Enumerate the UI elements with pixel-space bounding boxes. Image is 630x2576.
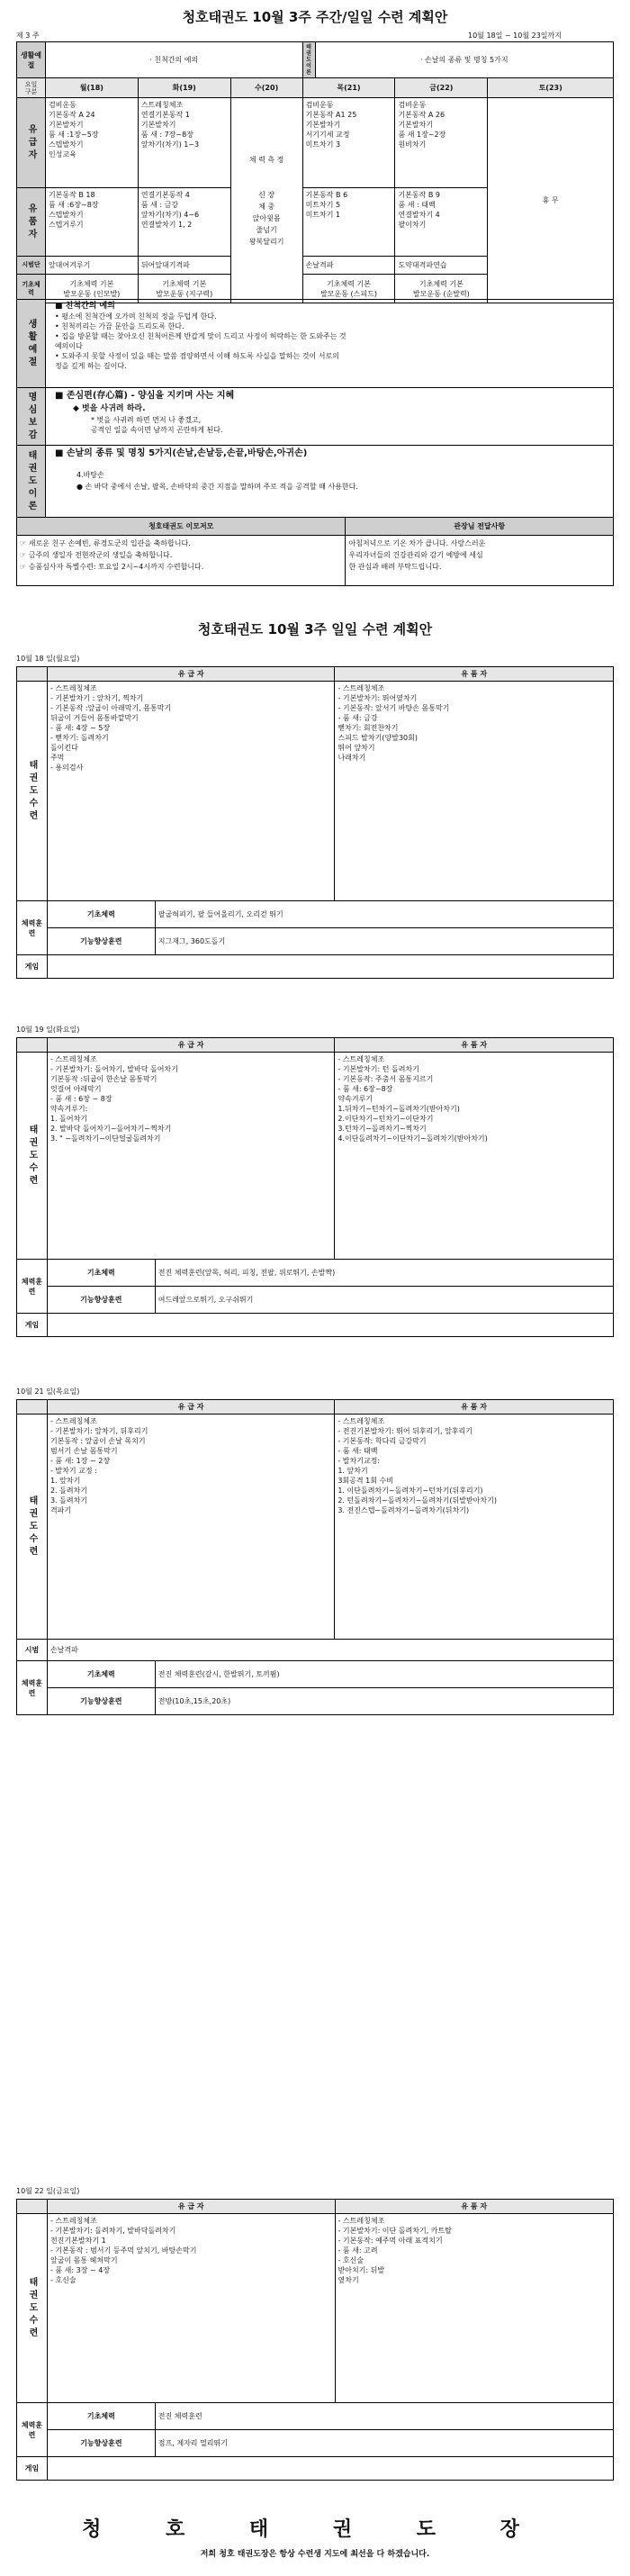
row-label-demo: 시범단 bbox=[17, 257, 46, 275]
day4-right-head: 유 품 자 bbox=[335, 2200, 614, 2214]
detail-label-theory: 태권도이론 bbox=[17, 446, 46, 518]
cell-yugeup-mon: 검비운동 기본동작 A 24 기본발차기 품 새 :1장~5장 스텝발차기 인성교육 bbox=[45, 98, 138, 188]
week-number: 제 3 주 bbox=[16, 32, 40, 40]
day3-right-body: - 스트레칭체조 - 전진기본발차기: 뛰어 뒤후리기, 앞후리기 - 기본동작: 학다리 금강막기 - 품 새: 태백 - 발차기교정: 1. 앞차기 3회공격 1회 수비 1. 이단돌려차기~돌려차기~턴차기(뒤후리기) 2. 턴돌려차기~돌려차기~돌려차기(뒤발받아차기) 3. 전진스텝~돌려차기~돌려차기(뒤차기) bbox=[335, 1415, 614, 1640]
day4-game-label: 게임 bbox=[17, 2457, 48, 2481]
detail-theory: ■ 손날의 종류 및 명칭 5가지(손날,손날등,손끝,바탕손,아귀손) 4.바탕손 ● 손 바닥 중에서 손날, 팔목, 손바닥의 중간 지점을 말하며 주로 적을 공격할 때 사용한다. bbox=[45, 446, 613, 518]
date-range: 10월 18일 ~ 10월 23일까지 bbox=[468, 32, 562, 40]
day2-fit-value-1: 전진 체력훈련(앞목, 허리, 피칭, 전팔, 위로뛰기, 손발짝) bbox=[155, 1260, 613, 1287]
dojang-name: 청 호 태 권 도 장 bbox=[82, 2518, 548, 2541]
day2-fit-name-1: 기초체력 bbox=[47, 1260, 155, 1287]
day-thu: 목(21) bbox=[302, 78, 395, 98]
day2-fitness-label: 체력훈련 bbox=[17, 1260, 48, 1314]
day1-game-label: 게임 bbox=[17, 955, 48, 979]
tkd-theory-label: 태권도이론 bbox=[302, 42, 315, 78]
day2-date: 10월 19 일(화요일) bbox=[16, 1026, 80, 1034]
day3-fitness-label: 체력훈련 bbox=[17, 1661, 48, 1715]
day2-fit-name-2: 기능향상훈련 bbox=[47, 1287, 155, 1314]
day1-left-body: - 스트레칭체조 - 기본발차기 : 앞차기, 찍차기 - 기본동작 :앞굽이 아래막기, 몸통막기 뒤굽이 거들어 몸통바깥막기 - 품 새: 4장 ~ 5장 - 뻗차기: 돌려차기 돌이킨다 주먹 - 용의검사 bbox=[47, 682, 335, 901]
cell-fit-thu: 기초체력 기본 발모운동 (스피드) bbox=[302, 275, 395, 303]
detail-label-maxims: 명심보감 bbox=[17, 388, 46, 446]
cell-sat-closed: 휴 무 bbox=[488, 98, 614, 303]
weekly-table bbox=[16, 41, 614, 303]
day2-left-head: 유 급 자 bbox=[47, 1038, 334, 1053]
cell-yugeup-fri: 검비운동 기본동작 A 26 기본발차기 품 새 1장~2장 원비차기 bbox=[395, 98, 488, 188]
cell-yupum-mon: 기본동작 B 18 품 새 :6장~8장 스텝발차기 스텝거루기 bbox=[45, 188, 138, 257]
day2-table bbox=[16, 1037, 614, 1337]
day1-fit-name-1: 기초체력 bbox=[47, 901, 155, 928]
tkd-theory-value: · 손날의 종류 및 명칭 5가지 bbox=[315, 42, 613, 78]
day1-fit-name-2: 기능향상훈련 bbox=[47, 928, 155, 955]
day2-right-head: 유 품 자 bbox=[335, 1038, 614, 1053]
cell-yugeup-thu: 검비운동 기본동작 A1 25 기본발차기 서기기세 교정 미트차기 3 bbox=[302, 98, 395, 188]
cell-fit-mon: 기초체력 기본 발모운동 (인모발) bbox=[45, 275, 138, 303]
day4-label: 태권도수련 bbox=[17, 2214, 48, 2403]
footer-slogan: 저희 청호 태권도장은 항상 수련생 지도에 최선을 다 하겠습니다. bbox=[200, 2550, 430, 2559]
doc-title: 청호태권도 10월 3주 주간/일일 수련 계획안 bbox=[182, 9, 448, 25]
day3-right-head: 유 품 자 bbox=[335, 1400, 614, 1415]
news-body: ☞ 새로운 친구 손예빈, 류경도군의 입관을 축하합니다. ☞ 금주의 생일자 전현작군의 생일을 축하합니다. ☞ 승품심사자 특별수련: 토요일 2시~4시까지 수련합니다. bbox=[17, 536, 346, 586]
day3-left-head: 유 급 자 bbox=[47, 1400, 334, 1415]
cell-demo-tue: 뒤어앞대기격파 bbox=[138, 257, 230, 275]
day4-fit-value-1: 전진 체력훈련 bbox=[155, 2403, 613, 2430]
day1-fit-value-2: 지그재그, 360도돌기 bbox=[155, 928, 613, 955]
life-etiquette-label: 생활예절 bbox=[17, 42, 46, 78]
life-etiquette-value: · 친척간의 예의 bbox=[45, 42, 302, 78]
cell-yupum-fri: 기본동작 B 9 품 새 : 태백 연결발차기 4 팔이차기 bbox=[395, 188, 488, 257]
day4-fit-value-2: 점프, 제자리 멀리뛰기 bbox=[155, 2430, 613, 2457]
day1-fitness-label: 체력훈련 bbox=[17, 901, 48, 955]
cell-fit-fri: 기초체력 기본 발모운동 (순발력) bbox=[395, 275, 488, 303]
day-sat: 토(23) bbox=[488, 78, 614, 98]
day1-right-body: - 스트레칭체조 - 기본발차기: 뛰어옆차기 - 기본동작: 앞서기 바탕손 몸통막기 - 품 새: 금강 뻗차기: 회전찬차기 스피드 발차기(양발30회) 뛰어 앞차기 나래차기 bbox=[335, 682, 614, 901]
weekly-bottom-table bbox=[16, 517, 614, 586]
day1-date: 10월 18 일(월요일) bbox=[16, 655, 80, 663]
day3-fit-name-2: 기능향상훈련 bbox=[47, 1688, 155, 1715]
row-label-yugeup: 유급자 bbox=[17, 98, 46, 188]
day1-right-head: 유 품 자 bbox=[335, 667, 614, 682]
day4-table bbox=[16, 2199, 614, 2481]
corner-top: 요일 bbox=[24, 80, 38, 88]
day2-label: 태권도수련 bbox=[17, 1053, 48, 1260]
day3-fit-value-1: 전진 체력훈련(갈시, 한발뛰기, 토끼뜀) bbox=[155, 1661, 613, 1688]
day-mon: 월(18) bbox=[45, 78, 138, 98]
day4-fit-name-1: 기초체력 bbox=[47, 2403, 155, 2430]
weekly-detail-table bbox=[16, 299, 614, 518]
day4-fitness-label: 체력훈련 bbox=[17, 2403, 48, 2457]
day3-left-body: - 스트레칭체조 - 기본발차기: 앞차기, 뒤후리기 기본동작 : 앞굽이 손날 목치기 범서기 손날 몸통막기 - 품 새: 1장 ~ 2장 - 발차기 교정 : 1. 앞차기 2. 돌려차기 3. 돌려차기 격파기 bbox=[47, 1415, 334, 1640]
day3-demo-value: 손날격파 bbox=[47, 1640, 613, 1661]
detail-maxims: ■ 존심편(存心篇) - 양심을 지키며 사는 지혜 ◆ 벗을 사귀려 하라. * 벗을 사귀려 하면 먼저 나 좋겠고, 공적인 일을 속이면 남까지 곤란하게 된다. bbox=[45, 388, 613, 446]
detail-etiquette: ■ 친척간의 예의 • 평소에 친척간에 오가며 친척의 정을 두텁게 한다. • 친척끼리는 가끔 문안을 드리도록 한다. • 집을 방문할 때는 찾아오신 친척어른께 반갑게 맞이 드리고 사정이 허락하는 한 도와주는 것 예의이다 • 도와주지 못할 사정이 있을 때는 말씀 겸양하면서 이해 하도록 사실을 말하는 것이 서로의 정을 깊게 하는 길이다. bbox=[45, 300, 613, 388]
day4-left-head: 유 급 자 bbox=[47, 2200, 335, 2214]
day3-fit-name-1: 기초체력 bbox=[47, 1661, 155, 1688]
daily-title: 청호태권도 10월 3주 일일 수련 계획안 bbox=[197, 621, 433, 637]
footer bbox=[0, 2514, 630, 2559]
corner-bottom: 구분 bbox=[24, 87, 38, 95]
cell-demo-thu: 손날격파 bbox=[302, 257, 395, 275]
day1-label: 태권도수련 bbox=[17, 682, 48, 901]
day-tue: 화(19) bbox=[138, 78, 230, 98]
director-note-body: 아침저녁으로 기온 차가 큽니다. 사랑스러운 우리자녀들의 건강관리와 감기 예방에 세심 한 관심과 배려 부탁드립니다. bbox=[346, 536, 614, 586]
day2-fit-value-2: 여드레앞으로뛰기, 오구쉬뛰기 bbox=[155, 1287, 613, 1314]
day3-demo-label: 시범 bbox=[17, 1640, 48, 1661]
cell-demo-mon: 앞대어겨루기 bbox=[45, 257, 138, 275]
day1-table bbox=[16, 666, 614, 979]
day3-table bbox=[16, 1399, 614, 1715]
row-label-yupum: 유품자 bbox=[17, 188, 46, 257]
day4-right-body: - 스트레칭체조 - 기본발차기: 이단 돌려차기, 카트탈 - 기본동작: 예주먹 아래 표적치기 - 품 새: 고려 - 호신술 받아치기: 뒤발 옆차기 bbox=[335, 2214, 614, 2403]
director-note-title: 관장님 전달사항 bbox=[346, 518, 614, 536]
day3-label: 태권도수련 bbox=[17, 1415, 48, 1640]
cell-yugeup-tue: 스트레칭체조 연결기본동작 1 기본발차기 품 새 : 7장~8장 앞차기(차기) 1~3 bbox=[138, 98, 230, 188]
day2-right-body: - 스트레칭체조 - 기본발차기: 턴 돌려차기 - 기본동작: 주춤서 몸통지르기 - 품 새: 6장~8장 약속겨루기 1.뒤차기~턴차기~돌려차기(받아차기) 2.이단차기~턴차기~이단차기 3.턴차기~돌려차기~찍차기 4.이단돌려차기~이단차기~돌려차기(받아차기) bbox=[335, 1053, 614, 1260]
day2-left-body: - 스트레칭체조 - 기본발차기: 돌어차기, 발바닥 돌어차기 기본동작 :뒤굽이 한손날 몸통막기 엇걸어 아래막기 - 품 새 : 6장 ~ 8장 약속겨루기: 1. 돌어차기 2. 발바닥 돌어차기~돌어차기~찍차기 3. " ~돌려차기~이단얼굴돌려차기 bbox=[47, 1053, 334, 1260]
day1-left-head: 유 급 자 bbox=[47, 667, 335, 682]
row-label-basic-fitness: 기초체력 bbox=[17, 275, 46, 303]
cell-yupum-tue: 연결기본동작 4 품 새 : 금강 앞차기(차기) 4~6 연결발차기 1, 2 bbox=[138, 188, 230, 257]
day4-left-body: - 스트레칭체조 - 기본발차기: 돌려차기, 발바닥돌려차기 전진기본발차기 1 - 기본동작 : 범서기 등주먹 앞치기, 바탕손막기 앞굽이 몸통 헤쳐막기 - 품 새: 3장 ~ 4장 - 호신술 bbox=[47, 2214, 335, 2403]
cell-wed-fitness-test: 체 력 측 정 신 장 체 중 앉아윗몸 줄넘기 왕복달리기 bbox=[230, 98, 302, 303]
cell-demo-fri: 도약대격파연습 bbox=[395, 257, 488, 275]
day-wed: 수(20) bbox=[230, 78, 302, 98]
cell-yupum-thu: 기본동작 B 6 미트차기 5 미트차기 1 bbox=[302, 188, 395, 257]
day3-fit-value-2: 전방(10초,15초,20초) bbox=[155, 1688, 613, 1715]
detail-label-etiquette: 생활예절 bbox=[17, 300, 46, 388]
day3-date: 10월 21 일(목요일) bbox=[16, 1387, 80, 1396]
day4-fit-name-2: 기능향상훈련 bbox=[47, 2430, 155, 2457]
news-title: 청호태권도 이모저모 bbox=[17, 518, 346, 536]
day4-date: 10월 22 일(금요일) bbox=[16, 2187, 80, 2195]
day1-fit-value-1: 팔굽혀펴기, 팔 들어올리기, 오리걷 뛰기 bbox=[155, 901, 613, 928]
day2-game-label: 게임 bbox=[17, 1314, 48, 1337]
day-fri: 금(22) bbox=[395, 78, 488, 98]
cell-fit-tue: 기초체력 기본 발모운동 (지구력) bbox=[138, 275, 230, 303]
